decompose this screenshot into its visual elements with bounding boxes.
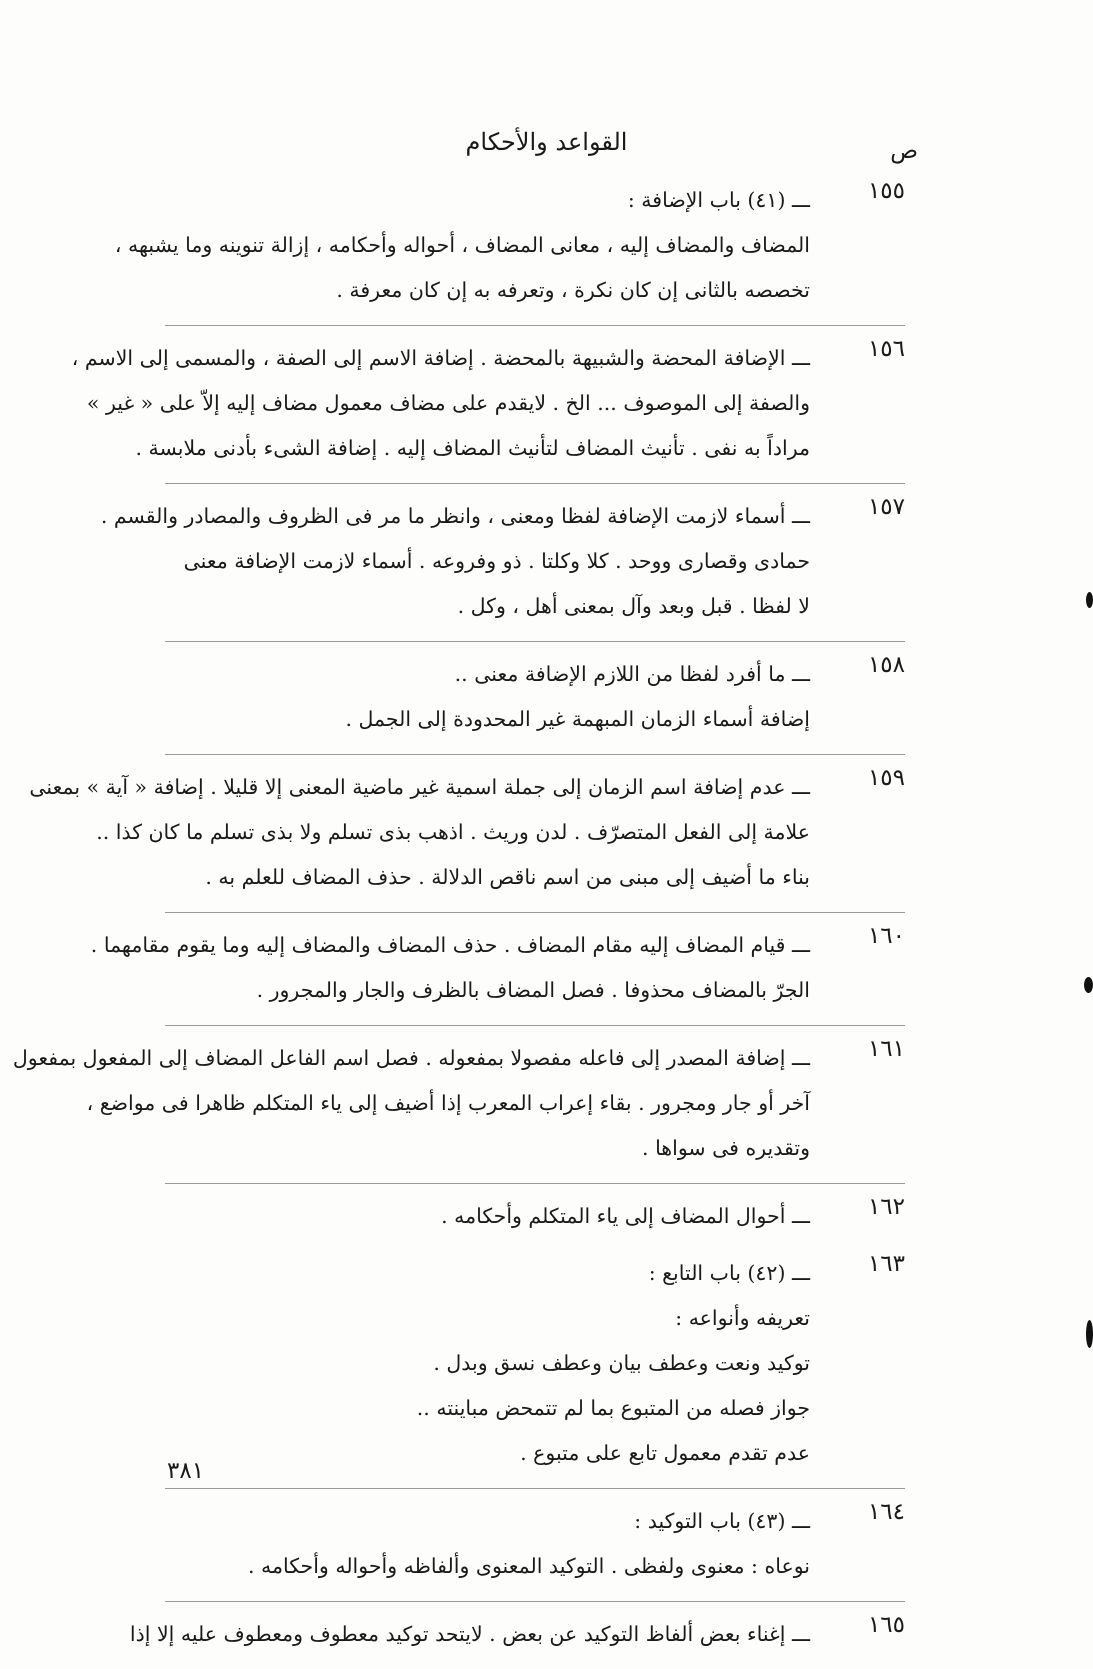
entry-line: ـــ (٤١) باب الإضافة : bbox=[627, 188, 810, 212]
margin-ink-mark bbox=[1084, 977, 1093, 993]
index-entries bbox=[12, 178, 905, 1669]
index-entry bbox=[100, 494, 905, 629]
margin-ink-mark bbox=[1086, 1320, 1093, 1348]
entry-line: الجرّ بالمضاف محذوفا . فصل المضاف بالظرف والجار والمجرور . bbox=[256, 978, 810, 1002]
entry-number: ١٦٤ bbox=[867, 1499, 905, 1525]
entry-line: جواز فصله من المتبوع بما لم تتمحض مباينته .. bbox=[416, 1396, 810, 1420]
entry-line: والصفة إلى الموصوف ... الخ . لايقدم على مضاف معمول مضاف إليه إلاّ على « غير » bbox=[86, 391, 810, 415]
entry-line: بناء ما أضيف إلى مبنى من اسم ناقص الدلالة . حذف المضاف للعلم به . bbox=[205, 865, 810, 889]
entry-line: مراداً به نفى . تأنيث المضاف لتأنيث المضاف إليه . إضافة الشىء بأدنى ملابسة . bbox=[135, 436, 810, 460]
index-entry bbox=[12, 1036, 905, 1171]
entry-line: تخصصه بالثانى إن كان نكرة ، وتعرفه به إن كان معرفة . bbox=[336, 278, 810, 302]
entry-line: ـــ ما أفرد لفظا من اللازم الإضافة معنى .. bbox=[454, 662, 810, 686]
entry-line: توكيد ونعت وعطف بيان وعطف نسق وبدل . bbox=[433, 1351, 810, 1375]
entry-number: ١٥٥ bbox=[867, 178, 905, 204]
entry-line: ـــ أسماء لازمت الإضافة لفظا ومعنى ، وانظر ما مر فى الظروف والمصادر والقسم . bbox=[100, 504, 810, 528]
index-entry bbox=[114, 178, 905, 313]
entry-divider bbox=[165, 1601, 905, 1602]
entry-line: المضاف والمضاف إليه ، معانى المضاف ، أحواله وأحكامه ، إزالة تنوينه وما يشبهه ، bbox=[114, 233, 810, 257]
entry-number: ١٥٨ bbox=[867, 652, 905, 678]
entry-line: ـــ الإضافة المحضة والشبيهة بالمحضة . إضافة الاسم إلى الصفة ، والمسمى إلى الاسم ، bbox=[71, 346, 810, 370]
entry-line: حمادى وقصارى ووحد . كلا وكلتا . ذو وفروعه . أسماء لازمت الإضافة معنى bbox=[183, 549, 810, 573]
entry-number: ١٦٢ bbox=[867, 1194, 905, 1220]
entry-number: ١٦٠ bbox=[867, 923, 905, 949]
index-entry bbox=[165, 1499, 905, 1589]
entry-number: ١٦٥ bbox=[867, 1612, 905, 1638]
entry-number: ١٥٩ bbox=[867, 765, 905, 791]
index-entry bbox=[71, 336, 905, 471]
entry-line: ـــ (٤٣) باب التوكيد : bbox=[634, 1509, 810, 1533]
entry-divider bbox=[165, 325, 905, 326]
entry-line: نوعاه : معنوى ولفظى . التوكيد المعنوى وألفاظه وأحواله وأحكامه . bbox=[247, 1554, 810, 1578]
entry-line: ـــ أحوال المضاف إلى ياء المتكلم وأحكامه . bbox=[441, 1204, 810, 1228]
entry-divider bbox=[165, 641, 905, 642]
index-entry bbox=[165, 1251, 905, 1476]
page-header-title: القواعد والأحكام bbox=[465, 128, 628, 156]
entry-line: ـــ قيام المضاف إليه مقام المضاف . حذف المضاف والمضاف إليه وما يقوم مقامهما . bbox=[90, 933, 810, 957]
entry-divider bbox=[165, 754, 905, 755]
index-entry bbox=[165, 1194, 905, 1239]
entry-line: إضافة أسماء الزمان المبهمة غير المحدودة إلى الجمل . bbox=[345, 707, 810, 731]
entry-line: تعريفه وأنواعه : bbox=[675, 1306, 810, 1330]
entry-divider bbox=[165, 483, 905, 484]
entry-line: وتقديره فى سواها . bbox=[642, 1136, 810, 1160]
entry-line: ـــ إضافة المصدر إلى فاعله مفصولا بمفعوله . فصل اسم الفاعل المضاف إلى المفعول بمفعول bbox=[12, 1046, 810, 1070]
entry-divider bbox=[165, 912, 905, 913]
index-entry bbox=[90, 923, 905, 1013]
page-number: ٣٨١ bbox=[167, 1458, 205, 1484]
index-entry bbox=[165, 652, 905, 742]
entry-line: ـــ إغناء بعض ألفاظ التوكيد عن بعض . لايتحد توكيد معطوف ومعطوف عليه إلا إذا bbox=[129, 1622, 810, 1646]
entry-line: ـــ عدم إضافة اسم الزمان إلى جملة اسمية غير ماضية المعنى إلا قليلا . إضافة « آية » بمعنى bbox=[29, 775, 810, 799]
entry-number: ١٦٣ bbox=[867, 1251, 905, 1277]
entry-number: ١٦١ bbox=[867, 1036, 905, 1062]
entry-line: ـــ (٤٢) باب التابع : bbox=[648, 1261, 810, 1285]
entry-number: ١٥٦ bbox=[867, 336, 905, 362]
entry-number: ١٥٧ bbox=[867, 494, 905, 520]
index-entry bbox=[29, 765, 905, 900]
margin-ink-mark bbox=[1086, 592, 1093, 608]
entry-line: آخر أو جار ومجرور . بقاء إعراب المعرب إذا أضيف إلى ياء المتكلم ظاهرا فى مواضع ، bbox=[86, 1091, 810, 1115]
entry-divider bbox=[165, 1183, 905, 1184]
entry-line: لا لفظا . قبل وبعد وآل بمعنى أهل ، وكل . bbox=[457, 594, 810, 618]
entry-line: علامة إلى الفعل المتصرّف . لدن وريث . اذهب بذى تسلم ولا بذى تسلم ما كان كذا .. bbox=[96, 820, 810, 844]
page-label: ص bbox=[890, 138, 918, 164]
entry-line: عدم تقدم معمول تابع على متبوع . bbox=[520, 1441, 810, 1465]
entry-divider bbox=[165, 1488, 905, 1489]
entry-divider bbox=[165, 1025, 905, 1026]
index-entry bbox=[129, 1612, 905, 1657]
